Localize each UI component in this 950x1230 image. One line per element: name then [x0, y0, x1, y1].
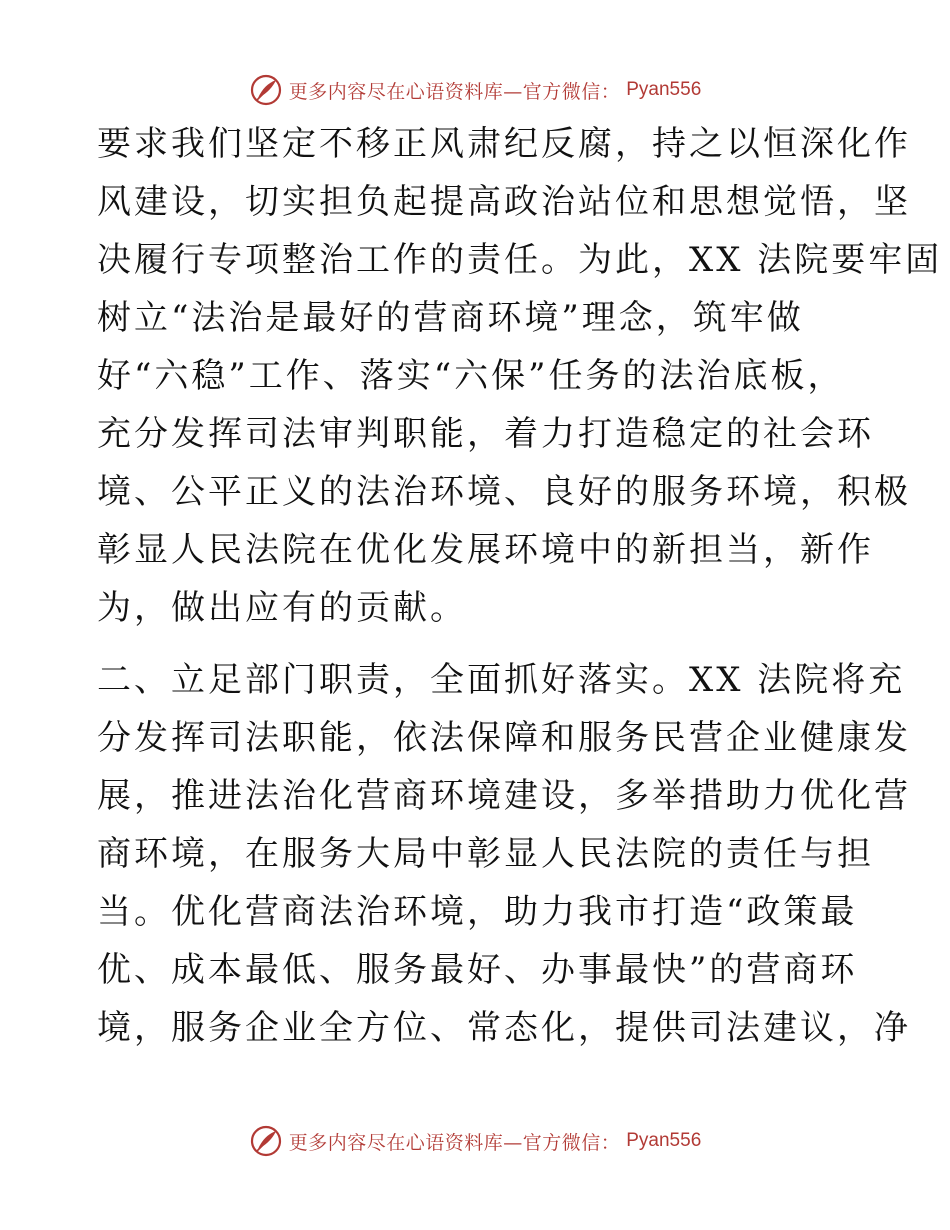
footer-wechat-id: Pyan556: [626, 1130, 702, 1151]
text-line: 为，做出应有的贡献。: [97, 588, 467, 628]
text-line: 优、成本最低、服务最好、办事最快”的营商环: [97, 950, 858, 990]
text-line: 境、公平正义的法治环境、良好的服务环境，积极: [97, 472, 911, 512]
text-line: 充分发挥司法审判职能，着力打造稳定的社会环: [97, 414, 874, 454]
text-line: 彰显人民法院在优化发展环境中的新担当，新作: [97, 530, 874, 570]
paragraph-1: [97, 115, 943, 637]
header-banner-text: 更多内容尽在心语资料库—官方微信：: [288, 80, 621, 103]
paragraph-2: [97, 651, 911, 1057]
text-line: 二、立足部门职责，全面抓好落实。XX 法院将充: [97, 660, 906, 700]
text-line: 分发挥司法职能，依法保障和服务民营企业健康发: [97, 718, 911, 758]
paragraph-gap: [97, 637, 857, 651]
header-wechat-id: Pyan556: [626, 79, 702, 100]
footer-banner: [0, 1121, 950, 1161]
text-line: 好“六稳”工作、落实“六保”任务的法治底板，: [97, 356, 845, 396]
text-line: 树立“法治是最好的营商环境”理念，筑牢做: [97, 298, 804, 338]
feather-pen-logo-icon: [249, 73, 283, 107]
text-line: 商环境，在服务大局中彰显人民法院的责任与担: [97, 834, 874, 874]
header-banner: [0, 70, 950, 110]
text-line: 要求我们坚定不移正风肃纪反腐，持之以恒深化作: [97, 124, 911, 164]
text-line: 当。优化营商法治环境，助力我市打造“政策最: [97, 892, 858, 932]
document-body: [97, 115, 943, 1057]
footer-banner-text: 更多内容尽在心语资料库—官方微信：: [288, 1131, 621, 1154]
text-line: 展，推进法治化营商环境建设，多举措助力优化营: [97, 776, 911, 816]
text-line: 决履行专项整治工作的责任。为此，XX 法院要牢固: [97, 240, 943, 280]
feather-pen-logo-icon: [249, 1124, 283, 1158]
text-line: 风建设，切实担负起提高政治站位和思想觉悟，坚: [97, 182, 911, 222]
text-line: 境，服务企业全方位、常态化，提供司法建议，净: [97, 1008, 911, 1048]
